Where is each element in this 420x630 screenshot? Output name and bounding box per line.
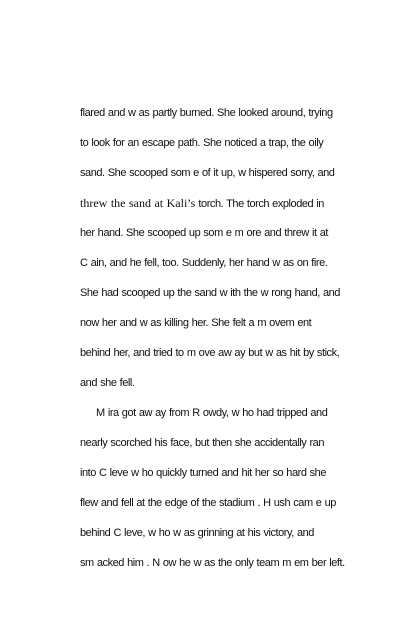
text-line-4-serif-run: threw the sand at Kali’s — [80, 196, 196, 210]
text-line-11: M ira got aw ay from R owdy, w ho had tripped and — [96, 407, 328, 419]
text-line-12: nearly scorched his face, but then she accidentally ran — [80, 437, 325, 449]
text-line-4 — [80, 188, 370, 218]
text-line-10: and she fell. — [80, 377, 135, 389]
text-line-13: into C leve w ho quickly turned and hit her so hard she — [80, 467, 327, 479]
text-line-9: behind her, and tried to m ove aw ay but w as hit by stick, — [80, 347, 340, 359]
text-line-16: sm acked him . N ow he w as the only team m em ber left. — [80, 557, 345, 569]
text-line-5: her hand. She scooped up som e m ore and threw it at — [80, 227, 328, 239]
text-line-15: behind C leve, w ho w as grinning at his victory, and — [80, 527, 314, 539]
text-line-2: to look for an escape path. She noticed a trap, the oily — [80, 137, 324, 149]
text-line-7: She had scooped up the sand w ith the w rong hand, and — [80, 287, 340, 299]
body-text — [80, 98, 370, 578]
text-line-3: sand. She scooped som e of it up, w hispered sorry, and — [80, 167, 335, 179]
text-line-14: flew and fell at the edge of the stadium . H ush cam e up — [80, 497, 336, 509]
text-line-1: flared and w as partly burned. She looked around, trying — [80, 107, 333, 119]
text-line-8: now her and w as killing her. She felt a m ovem ent — [80, 317, 312, 329]
text-line-6: C ain, and he fell, too. Suddenly, her hand w as on fire. — [80, 257, 328, 269]
text-line-4-rest: torch. The torch exploded in — [195, 198, 324, 210]
